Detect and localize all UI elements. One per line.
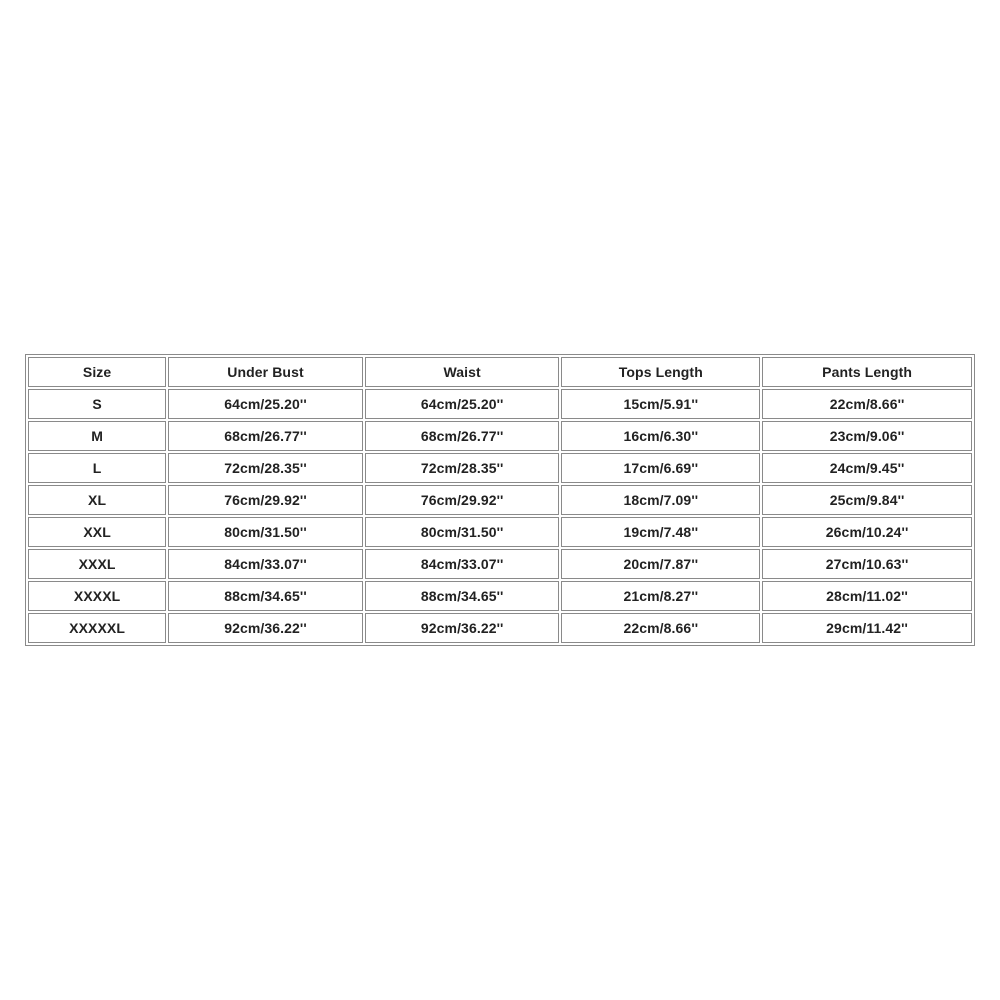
pants-length-cell: 28cm/11.02'' bbox=[762, 581, 972, 611]
pants-length-cell: 24cm/9.45'' bbox=[762, 453, 972, 483]
header-size: Size bbox=[28, 357, 166, 387]
header-under-bust: Under Bust bbox=[168, 357, 363, 387]
waist-cell: 72cm/28.35'' bbox=[365, 453, 560, 483]
size-cell: XXXL bbox=[28, 549, 166, 579]
waist-cell: 68cm/26.77'' bbox=[365, 421, 560, 451]
waist-cell: 92cm/36.22'' bbox=[365, 613, 560, 643]
pants-length-cell: 25cm/9.84'' bbox=[762, 485, 972, 515]
header-waist: Waist bbox=[365, 357, 560, 387]
header-pants-length: Pants Length bbox=[762, 357, 972, 387]
under-bust-cell: 68cm/26.77'' bbox=[168, 421, 363, 451]
size-cell: XL bbox=[28, 485, 166, 515]
waist-cell: 64cm/25.20'' bbox=[365, 389, 560, 419]
tops-length-cell: 18cm/7.09'' bbox=[561, 485, 760, 515]
table-row bbox=[28, 421, 972, 451]
size-cell: XXXXL bbox=[28, 581, 166, 611]
table-row bbox=[28, 549, 972, 579]
tops-length-cell: 15cm/5.91'' bbox=[561, 389, 760, 419]
size-cell: S bbox=[28, 389, 166, 419]
under-bust-cell: 84cm/33.07'' bbox=[168, 549, 363, 579]
pants-length-cell: 29cm/11.42'' bbox=[762, 613, 972, 643]
size-chart-table bbox=[25, 354, 975, 646]
pants-length-cell: 22cm/8.66'' bbox=[762, 389, 972, 419]
tops-length-cell: 17cm/6.69'' bbox=[561, 453, 760, 483]
waist-cell: 76cm/29.92'' bbox=[365, 485, 560, 515]
tops-length-cell: 19cm/7.48'' bbox=[561, 517, 760, 547]
under-bust-cell: 80cm/31.50'' bbox=[168, 517, 363, 547]
table-row bbox=[28, 453, 972, 483]
waist-cell: 80cm/31.50'' bbox=[365, 517, 560, 547]
tops-length-cell: 20cm/7.87'' bbox=[561, 549, 760, 579]
table-row bbox=[28, 517, 972, 547]
tops-length-cell: 21cm/8.27'' bbox=[561, 581, 760, 611]
table-row bbox=[28, 613, 972, 643]
size-cell: L bbox=[28, 453, 166, 483]
pants-length-cell: 26cm/10.24'' bbox=[762, 517, 972, 547]
table-row bbox=[28, 581, 972, 611]
under-bust-cell: 92cm/36.22'' bbox=[168, 613, 363, 643]
size-cell: XXXXXL bbox=[28, 613, 166, 643]
under-bust-cell: 88cm/34.65'' bbox=[168, 581, 363, 611]
waist-cell: 88cm/34.65'' bbox=[365, 581, 560, 611]
waist-cell: 84cm/33.07'' bbox=[365, 549, 560, 579]
tops-length-cell: 16cm/6.30'' bbox=[561, 421, 760, 451]
size-cell: M bbox=[28, 421, 166, 451]
table-header-row bbox=[28, 357, 972, 387]
pants-length-cell: 27cm/10.63'' bbox=[762, 549, 972, 579]
under-bust-cell: 64cm/25.20'' bbox=[168, 389, 363, 419]
under-bust-cell: 72cm/28.35'' bbox=[168, 453, 363, 483]
tops-length-cell: 22cm/8.66'' bbox=[561, 613, 760, 643]
table-row bbox=[28, 389, 972, 419]
pants-length-cell: 23cm/9.06'' bbox=[762, 421, 972, 451]
under-bust-cell: 76cm/29.92'' bbox=[168, 485, 363, 515]
header-tops-length: Tops Length bbox=[561, 357, 760, 387]
size-cell: XXL bbox=[28, 517, 166, 547]
table-row bbox=[28, 485, 972, 515]
